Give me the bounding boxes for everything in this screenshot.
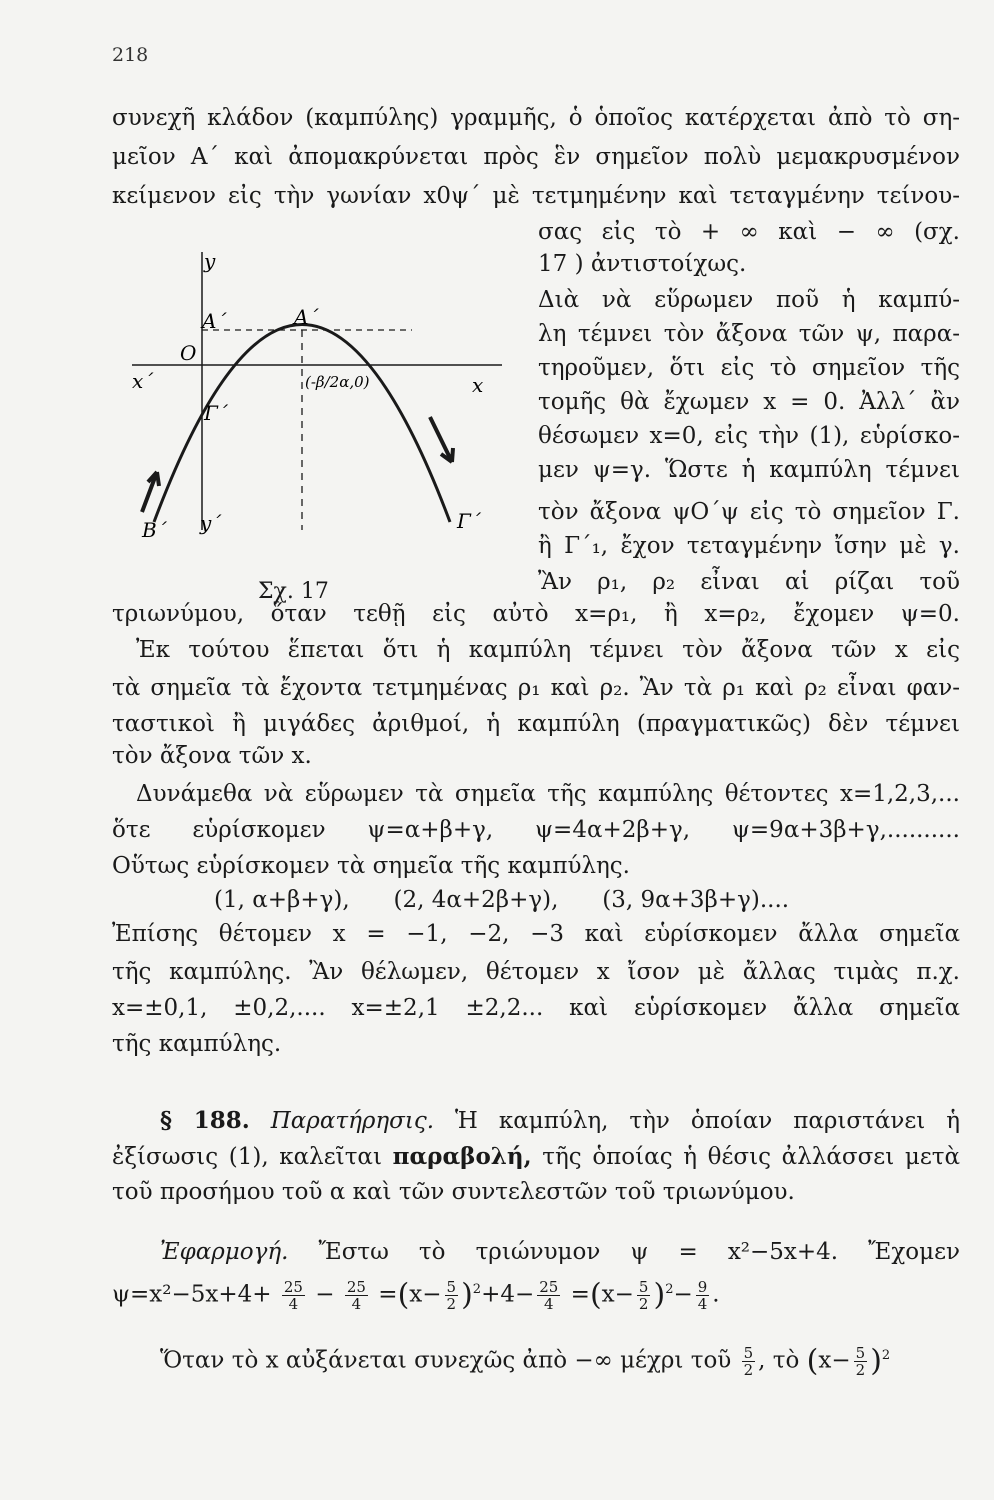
section-188-line-3: τοῦ προσήμου τοῦ α καὶ τῶν συντελεστῶν τοῦ τριωνύμου.: [112, 1179, 795, 1205]
application-text: Ἔστω τὸ τριώνυμον ψ = x²−5x+4. Ἔχομεν: [318, 1239, 961, 1265]
section-text: Ἡ καμπύλη, τὴν ὁποίαν παριστάνει ἡ: [455, 1108, 961, 1134]
section-188-line-1: [112, 1104, 960, 1138]
fraction: $\frac{5}{2}$: [638, 1278, 649, 1314]
label-gamma-prime-right: Γ΄: [457, 509, 481, 533]
label-y: y: [204, 249, 216, 273]
label-y-prime: y΄: [200, 511, 222, 535]
section-text: τῆς ὁποίας ἡ θέσις ἀλλάσσει μετὰ: [542, 1144, 961, 1170]
label-x: x: [472, 373, 484, 397]
arrow-down-icon: [430, 417, 453, 462]
text-line: λη τέμνει τὸν ἄξονα τῶν ψ, παρα-: [538, 321, 960, 347]
section-number: § 188.: [160, 1107, 250, 1134]
section-188-line-2: [112, 1140, 960, 1174]
text-line: Ἐπίσης θέτομεν x = −1, −2, −3 καὶ εὑρίσκομεν ἄλλα σημεῖα: [112, 921, 960, 947]
text-line: κείμενον εἰς τὴν γωνίαν x0ψ΄ μὲ τετμημένην καὶ τεταγμένην τείνου-: [112, 183, 960, 209]
label-origin: O: [180, 341, 197, 365]
text-line: μεν ψ=γ. Ὥστε ἡ καμπύλη τέμνει: [538, 457, 960, 483]
eq-part: x−: [409, 1281, 442, 1308]
application-text: , τὸ: [758, 1347, 800, 1374]
text-line: Ἐκ τούτου ἕπεται ὅτι ἡ καμπύλη τέμνει τὸν ἄξονα τῶν x εἰς: [136, 637, 960, 663]
arrow-up-icon: [142, 472, 159, 512]
fraction: $\frac{25}{4}$: [539, 1278, 559, 1314]
fraction: $\frac{25}{4}$: [346, 1278, 366, 1314]
text-line: τῆς καμπύλης.: [112, 1031, 282, 1057]
text-line: Δυνάμεθα νὰ εὕρωμεν τὰ σημεῖα τῆς καμπύλης θέτοντες x=1,2,3,...: [136, 781, 960, 807]
exponent: 2: [881, 1348, 891, 1363]
section-title: Παρατήρησις.: [270, 1108, 435, 1134]
application-last-line: Ὅταν τὸ x αὐξάνεται συνεχῶς ἀπὸ −∞ μέχρι τοῦ $\frac{5}{2}$ , τὸ (x− $\frac{5}{2}$ )$^2$: [160, 1343, 891, 1380]
text-line: x=±0,1, ±0,2,.... x=±2,1 ±2,2... καὶ εὑρίσκομεν ἄλλα σημεῖα: [112, 995, 960, 1021]
text-line: Οὕτως εὑρίσκομεν τὰ σημεῖα τῆς καμπύλης.: [112, 853, 630, 879]
fraction: $\frac{5}{2}$: [743, 1344, 754, 1380]
text-line: ἢ Γ΄₁, ἔχον τεταγμένην ἴσην μὲ γ.: [538, 533, 960, 559]
text-line: τῆς καμπύλης. Ἂν θέλωμεν, θέτομεν x ἴσον μὲ ἄλλας τιμὰς π.χ.: [112, 959, 960, 985]
label-gamma-prime: Γ΄: [204, 401, 228, 425]
fraction: $\frac{9}{4}$: [697, 1278, 708, 1314]
fraction: $\frac{5}{2}$: [855, 1344, 866, 1380]
page-number: 218: [112, 44, 149, 66]
text-line: συνεχῆ κλάδον (καμπύλης) γραμμῆς, ὁ ὁποῖος κατέρχεται ἀπὸ τὸ ση-: [112, 105, 960, 131]
text-line: Διὰ νὰ εὕρωμεν ποῦ ἡ καμπύ-: [538, 287, 960, 313]
parabola-figure: [112, 232, 532, 577]
text-line: τὰ σημεῖα τὰ ἔχοντα τετμημένας ρ₁ καὶ ρ₂. Ἂν τὰ ρ₁ καὶ ρ₂ εἶναι φαν-: [112, 675, 960, 701]
eq-part: ψ=x²−5x+4+: [112, 1281, 272, 1308]
eq-part: x−: [601, 1281, 634, 1308]
exponent: 2: [665, 1282, 674, 1297]
application-title: Ἐφαρμογή.: [160, 1239, 289, 1265]
text-line: σας εἰς τὸ + ∞ καὶ − ∞ (σχ.: [538, 219, 960, 245]
section-text: ἐξίσωσις (1), καλεῖται: [112, 1144, 382, 1170]
fraction: $\frac{25}{4}$: [283, 1278, 303, 1314]
text-line: μεῖον Α΄ καὶ ἀπομακρύνεται πρὸς ἓν σημεῖον πολὺ μεμακρυσμένον: [112, 144, 960, 170]
application-text: Ὅταν τὸ x αὐξάνεται συνεχῶς ἀπὸ −∞ μέχρι τοῦ: [160, 1347, 732, 1374]
text-line: ὅτε εὑρίσκομεν ψ=α+β+γ, ψ=4α+2β+γ, ψ=9α+3β+γ,..........: [112, 817, 960, 843]
figure-caption: Σχ. 17: [258, 579, 329, 604]
text-line: 17 ) ἀντιστοίχως.: [538, 251, 747, 277]
label-vertex-coord: (-β/2α,0): [305, 373, 370, 391]
eq-part: x−: [818, 1347, 851, 1374]
text-line: τηροῦμεν, ὅτι εἰς τὸ σημεῖον τῆς: [538, 355, 960, 381]
text-line: Ἂν ρ₁, ρ₂ εἶναι αἱ ρίζαι τοῦ: [538, 569, 960, 595]
text-line: (1, α+β+γ), (2, 4α+2β+γ), (3, 9α+3β+γ)....: [214, 887, 790, 913]
label-a-prime-top: Α΄: [294, 305, 319, 329]
label-b-prime: Β΄: [142, 518, 167, 542]
exponent: 2: [472, 1282, 482, 1297]
label-a-prime-left: Α΄: [202, 309, 227, 333]
text-line: τριωνύμου, ὅταν τεθῇ εἰς αὐτὸ x=ρ₁, ἢ x=ρ₂, ἔχομεν ψ=0.: [112, 601, 960, 627]
text-line: τομῆς θὰ ἔχωμεν x = 0. Ἀλλ΄ ἂν: [538, 389, 960, 415]
text-line: τὸν ἄξονα ψΟ΄ψ εἰς τὸ σημεῖον Γ.: [538, 499, 960, 525]
term-parabola: παραβολή,: [392, 1143, 532, 1170]
text-line: τὸν ἄξονα τῶν x.: [112, 743, 312, 769]
text-line: ταστικοὶ ἢ μιγάδες ἀριθμοί, ἡ καμπύλη (πραγματικῶς) δὲν τέμνει: [112, 711, 960, 737]
application-line-1: [112, 1236, 960, 1269]
application-equation: ψ=x²−5x+4+ $\frac{25}{4}$ − $\frac{25}{4}$ =(x− $\frac{5}{2}$ )$^2$+4− $\frac{25}{4}$ =(x− $\frac{5}{2}$ )$^2$− $\frac{9}{4}$ .: [112, 1277, 720, 1314]
text-line: θέσωμεν x=0, εἰς τὴν (1), εὑρίσκο-: [538, 423, 960, 449]
eq-part: +4−: [481, 1281, 535, 1308]
fraction: $\frac{5}{2}$: [446, 1278, 457, 1314]
label-x-prime: x΄: [132, 369, 154, 393]
